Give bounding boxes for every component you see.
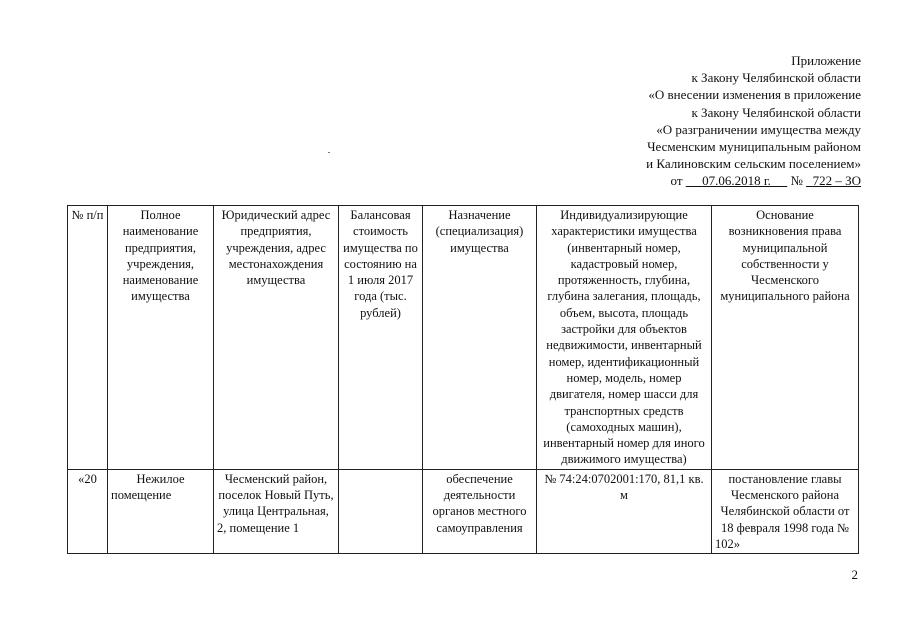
number-prefix: № bbox=[790, 173, 803, 189]
header-line: к Закону Челябинской области bbox=[691, 70, 861, 86]
law-number: 722 – ЗО bbox=[812, 173, 861, 189]
row-purpose: обеспечение деятельности органов местного самоуправления bbox=[423, 469, 537, 553]
row-basis: постановление главы Чесменского района Челябинской области от 18 февраля 1998 года № 102» bbox=[712, 469, 859, 553]
header-cell-address: Юридический адрес предприятия, учреждения, адрес местонахождения имущества bbox=[214, 206, 339, 470]
page-number: 2 bbox=[851, 567, 858, 582]
appendix-header bbox=[541, 52, 861, 190]
law-date-number-line bbox=[541, 172, 861, 189]
table-header-row bbox=[68, 206, 859, 470]
header-cell-characteristics: Индивидуализирующие характеристики имущества (инвентарный номер, кадастровый номер, протяженность, глубина, глубина залегания, площадь, объем, высота, площадь застройки для объектов недвижимости, инвентарный номер, идентификационный номер, модель, номер двигателя, номер шасси для транспортных средств (самоходных машин), инвентарный номер для иного движимого имущества) bbox=[537, 206, 712, 470]
header-line: «О внесении изменения в приложение bbox=[648, 87, 861, 103]
row-cost bbox=[339, 469, 423, 553]
row-address: Чесменский район, поселок Новый Путь, улица Центральная, 2, помещение 1 bbox=[214, 469, 339, 553]
table-row bbox=[68, 469, 859, 553]
header-cell-number: № п/п bbox=[68, 206, 108, 470]
header-line: и Калиновским сельским поселением» bbox=[646, 156, 861, 172]
header-cell-cost: Балансовая стоимость имущества по состоянию на 1 июля 2017 года (тыс. рублей) bbox=[339, 206, 423, 470]
law-date: 07.06.2018 г. bbox=[702, 173, 771, 189]
header-line: «О разграничении имущества между bbox=[656, 121, 861, 137]
row-characteristics: № 74:24:0702001:170, 81,1 кв. м bbox=[537, 469, 712, 553]
scan-speck bbox=[328, 152, 330, 153]
property-table bbox=[67, 205, 859, 554]
header-cell-name: Полное наименование предприятия, учреждения, наименование имущества bbox=[108, 206, 214, 470]
header-cell-purpose: Назначение (специализация) имущества bbox=[423, 206, 537, 470]
header-line: Чесменским муниципальным районом bbox=[647, 139, 861, 155]
header-cell-basis: Основание возникновения права муниципальной собственности у Чесменского муниципального района bbox=[712, 206, 859, 470]
row-number: «20 bbox=[68, 469, 108, 553]
header-line: к Закону Челябинской области bbox=[691, 104, 861, 120]
date-prefix: от bbox=[670, 173, 683, 189]
row-name: Нежилое помещение bbox=[108, 469, 214, 553]
header-line: Приложение bbox=[791, 53, 861, 68]
